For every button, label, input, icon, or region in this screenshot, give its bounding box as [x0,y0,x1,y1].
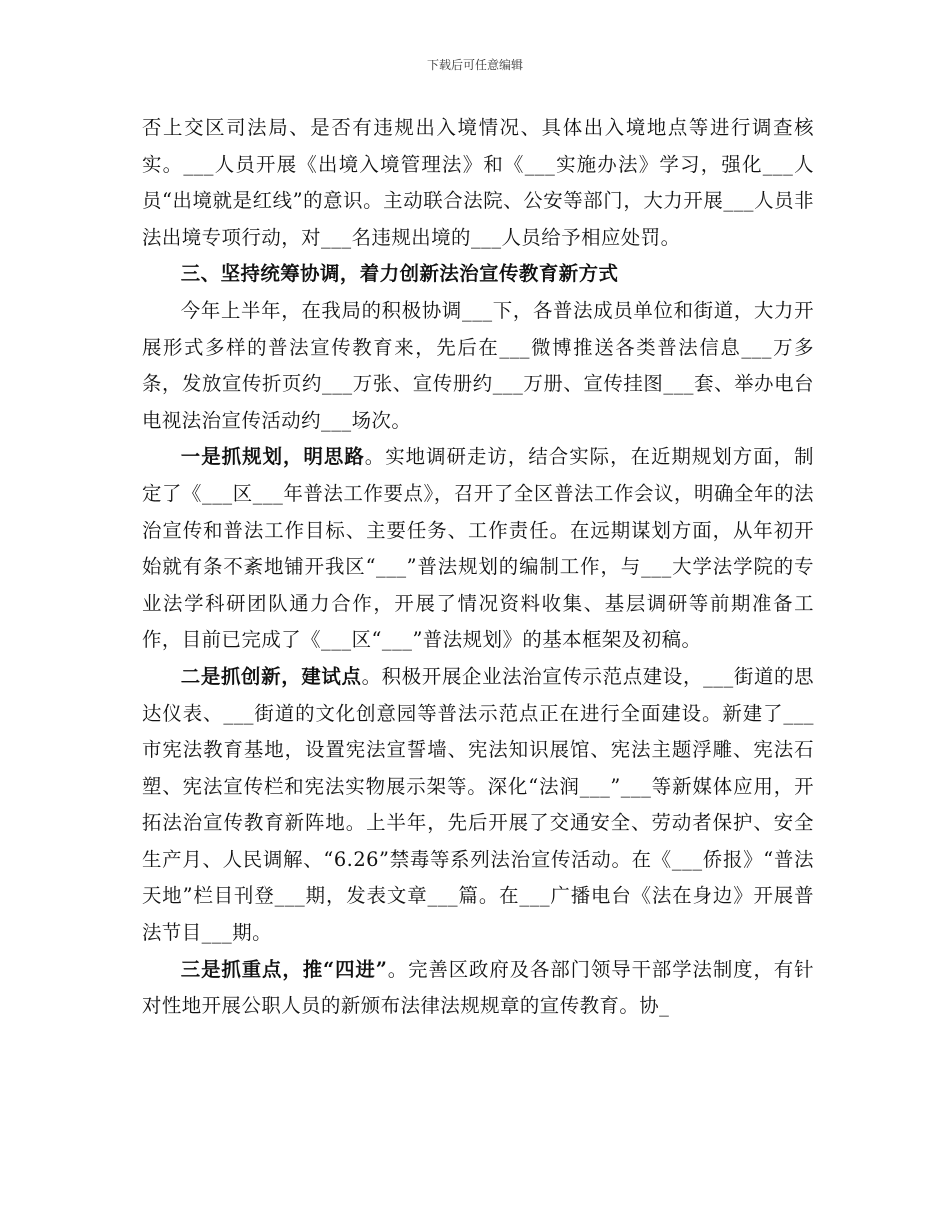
paragraph-lead-innovation: 二是抓创新，建试点 [180,664,362,688]
paragraph-lead-planning: 一是抓规划，明思路 [180,445,365,469]
section-heading: 三、坚持统筹协调，着力创新法治宣传教育新方式 [180,262,619,286]
paragraph-innovation [142,659,814,952]
paragraph-lead-focus: 三是抓重点，推“四进” [180,957,388,981]
paragraph-planning [142,439,814,659]
document-body [142,110,814,1025]
paragraph-text-planning: 。实地调研走访，结合实际，在近期规划方面，制定了《___区___年普法工作要点》，召开了全区普法工作会议，明确全年的法治宣传和普法工作目标、主要任务、工作责任。在远期谋划方面，从年初开始就有条不紊地铺开我区“___”普法规划的编制工作，与___大学法学院的专业法学科研团队通力合作，开展了情况资料收集、基层调研等前期准备工作，目前已完成了《___区“___”普法规划》的基本框架及初稿。 [142,445,815,652]
paragraph-continuation: 否上交区司法局、是否有违规出入境情况、具体出入境地点等进行调查核实。___人员开展《出境入境管理法》和《___实施办法》学习，强化___人员“出境就是红线”的意识。主动联合法院、公安等部门，大力开展___人员非法出境专项行动，对___名违规出境的___人员给予相应处罚。 [142,116,814,249]
page-header: 下载后可任意编辑 [426,58,523,72]
paragraph-overview: 今年上半年，在我局的积极协调___下，各普法成员单位和街道，大力开展形式多样的普法宣传教育来，先后在___微博推送各类普法信息___万多条，发放宣传折页约___万张、宣传册约___万册、宣传挂图___套、举办电台电视法治宣传活动约___场次。 [142,298,814,432]
paragraph-text-focus: 。完善区政府及各部门领导干部学法制度，有针对性地开展公职人员的新颁布法律法规规章的宣传教育。协_ [142,957,815,1018]
paragraph-focus [142,952,814,1025]
paragraph-text-innovation: 。积极开展企业法治宣传示范点建设，___街道的思达仪表、___街道的文化创意园等普法示范点正在进行全面建设。新建了___市宪法教育基地，设置宪法宣誓墙、宪法知识展馆、宪法主题浮雕、宪法石塑、宪法宣传栏和宪法实物展示架等。深化“法润___”___等新媒体应用，开拓法治宣传教育新阵地。上半年，先后开展了交通安全、劳动者保护、安全生产月、人民调解、“6.26”禁毒等系列法治宣传活动。在《___侨报》“普法天地”栏目刊登___期，发表文章___篇。在___广播电台《法在身边》开展普法节目___期。 [142,664,815,945]
